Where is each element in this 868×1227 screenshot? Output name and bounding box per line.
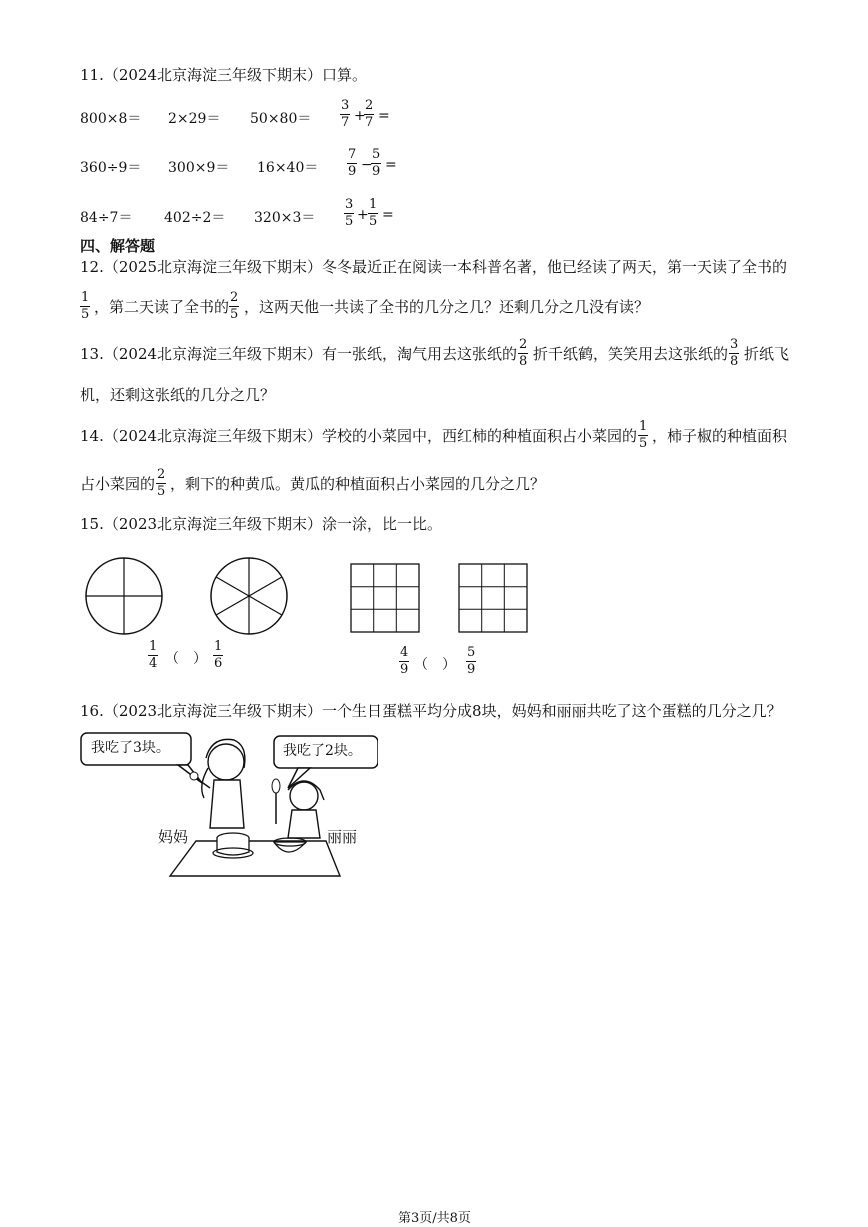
operator: + xyxy=(357,207,369,223)
q14-text: 14.（2024北京海淀三年级下期末）学校的小菜园中，西红柿的种植面积占小菜园的 xyxy=(80,427,638,445)
calc-item: 50×80＝ xyxy=(250,111,312,127)
q15-header: 15.（2023北京海淀三年级下期末）涂一涂，比一比。 xyxy=(80,515,443,533)
circle-sixths xyxy=(211,558,287,634)
fraction: $\frac{2}{7}$ xyxy=(365,98,374,130)
equals: = xyxy=(385,157,397,173)
fraction: $\frac{2}{5}$ xyxy=(157,467,166,499)
calc-item: 402÷2＝ xyxy=(164,210,226,226)
fraction: $\frac{2}{8}$ xyxy=(519,337,528,369)
q12-text: ，第二天读了全书的 xyxy=(94,298,230,316)
fraction: $\frac{1}{4}$ xyxy=(149,639,158,671)
section-title: 四、解答题 xyxy=(80,237,156,255)
compare-blank: （ ） xyxy=(414,657,456,673)
fraction: $\frac{2}{5}$ xyxy=(230,290,239,322)
q13-text: 折千纸鹤，笑笑用去这张纸的 xyxy=(533,345,729,363)
speech-bubble-mom: 我吃了3块。 xyxy=(91,740,170,756)
calc-item: 320×3＝ xyxy=(254,210,316,226)
speech-bubble-lili: 我吃了2块。 xyxy=(283,743,362,759)
q14-text: ，剩下的种黄瓜。黄瓜的种植面积占小菜园的几分之几？ xyxy=(170,475,546,493)
fraction: $\frac{3}{5}$ xyxy=(345,197,354,229)
q16-header: 16.（2023北京海淀三年级下期末）一个生日蛋糕平均分成8块，妈妈和丽丽共吃了这个蛋糕的几分之几？ xyxy=(80,702,782,720)
calc-item: 2×29＝ xyxy=(168,111,221,127)
fraction: $\frac{4}{9}$ xyxy=(400,645,409,677)
label-mom: 妈妈 xyxy=(158,828,189,846)
fraction: $\frac{5}{9}$ xyxy=(372,147,381,179)
calc-item: 800×8＝ xyxy=(80,111,142,127)
operator: − xyxy=(361,157,373,173)
fraction: $\frac{3}{7}$ xyxy=(341,98,350,130)
q12-text: ，这两天他一共读了全书的几分之几？还剩几分之几没有读？ xyxy=(244,298,650,316)
q13-line2: 机，还剩这张纸的几分之几？ xyxy=(80,386,276,404)
calc-item: 300×9＝ xyxy=(168,160,230,176)
q13-text: 折纸飞 xyxy=(744,345,790,363)
fraction: $\frac{5}{9}$ xyxy=(467,645,476,677)
calc-item: 16×40＝ xyxy=(257,160,319,176)
equals: = xyxy=(378,108,390,124)
fraction: $\frac{1}{5}$ xyxy=(639,419,648,451)
grid-3x3-left xyxy=(351,564,419,632)
q12-line1: 12.（2025北京海淀三年级下期末）冬冬最近正在阅读一本科普名著，他已经读了两天，第一天读了全书的 xyxy=(80,258,788,276)
compare-blank: （ ） xyxy=(165,651,207,667)
fraction: $\frac{1}{5}$ xyxy=(81,290,90,322)
page-footer: 第3页/共8页 xyxy=(398,1211,471,1226)
q14-text: ，柿子椒的种植面积 xyxy=(652,427,788,445)
q14-text: 占小菜园的 xyxy=(80,475,156,493)
grid-3x3-right xyxy=(459,564,527,632)
fraction: $\frac{3}{8}$ xyxy=(730,337,739,369)
calc-item: 360÷9＝ xyxy=(80,160,142,176)
fraction: $\frac{1}{6}$ xyxy=(214,639,223,671)
calc-item: 84÷7＝ xyxy=(80,210,133,226)
q13-text: 13.（2024北京海淀三年级下期末）有一张纸，淘气用去这张纸的 xyxy=(80,345,518,363)
label-lili: 丽丽 xyxy=(327,828,358,846)
q11-header: 11.（2024北京海淀三年级下期末）口算。 xyxy=(80,66,368,84)
circle-quarters xyxy=(86,558,162,634)
fraction: $\frac{1}{5}$ xyxy=(369,197,378,229)
equals: = xyxy=(382,207,394,223)
operator: + xyxy=(354,108,366,124)
q15-figures xyxy=(80,552,540,640)
fraction: $\frac{7}{9}$ xyxy=(348,147,357,179)
